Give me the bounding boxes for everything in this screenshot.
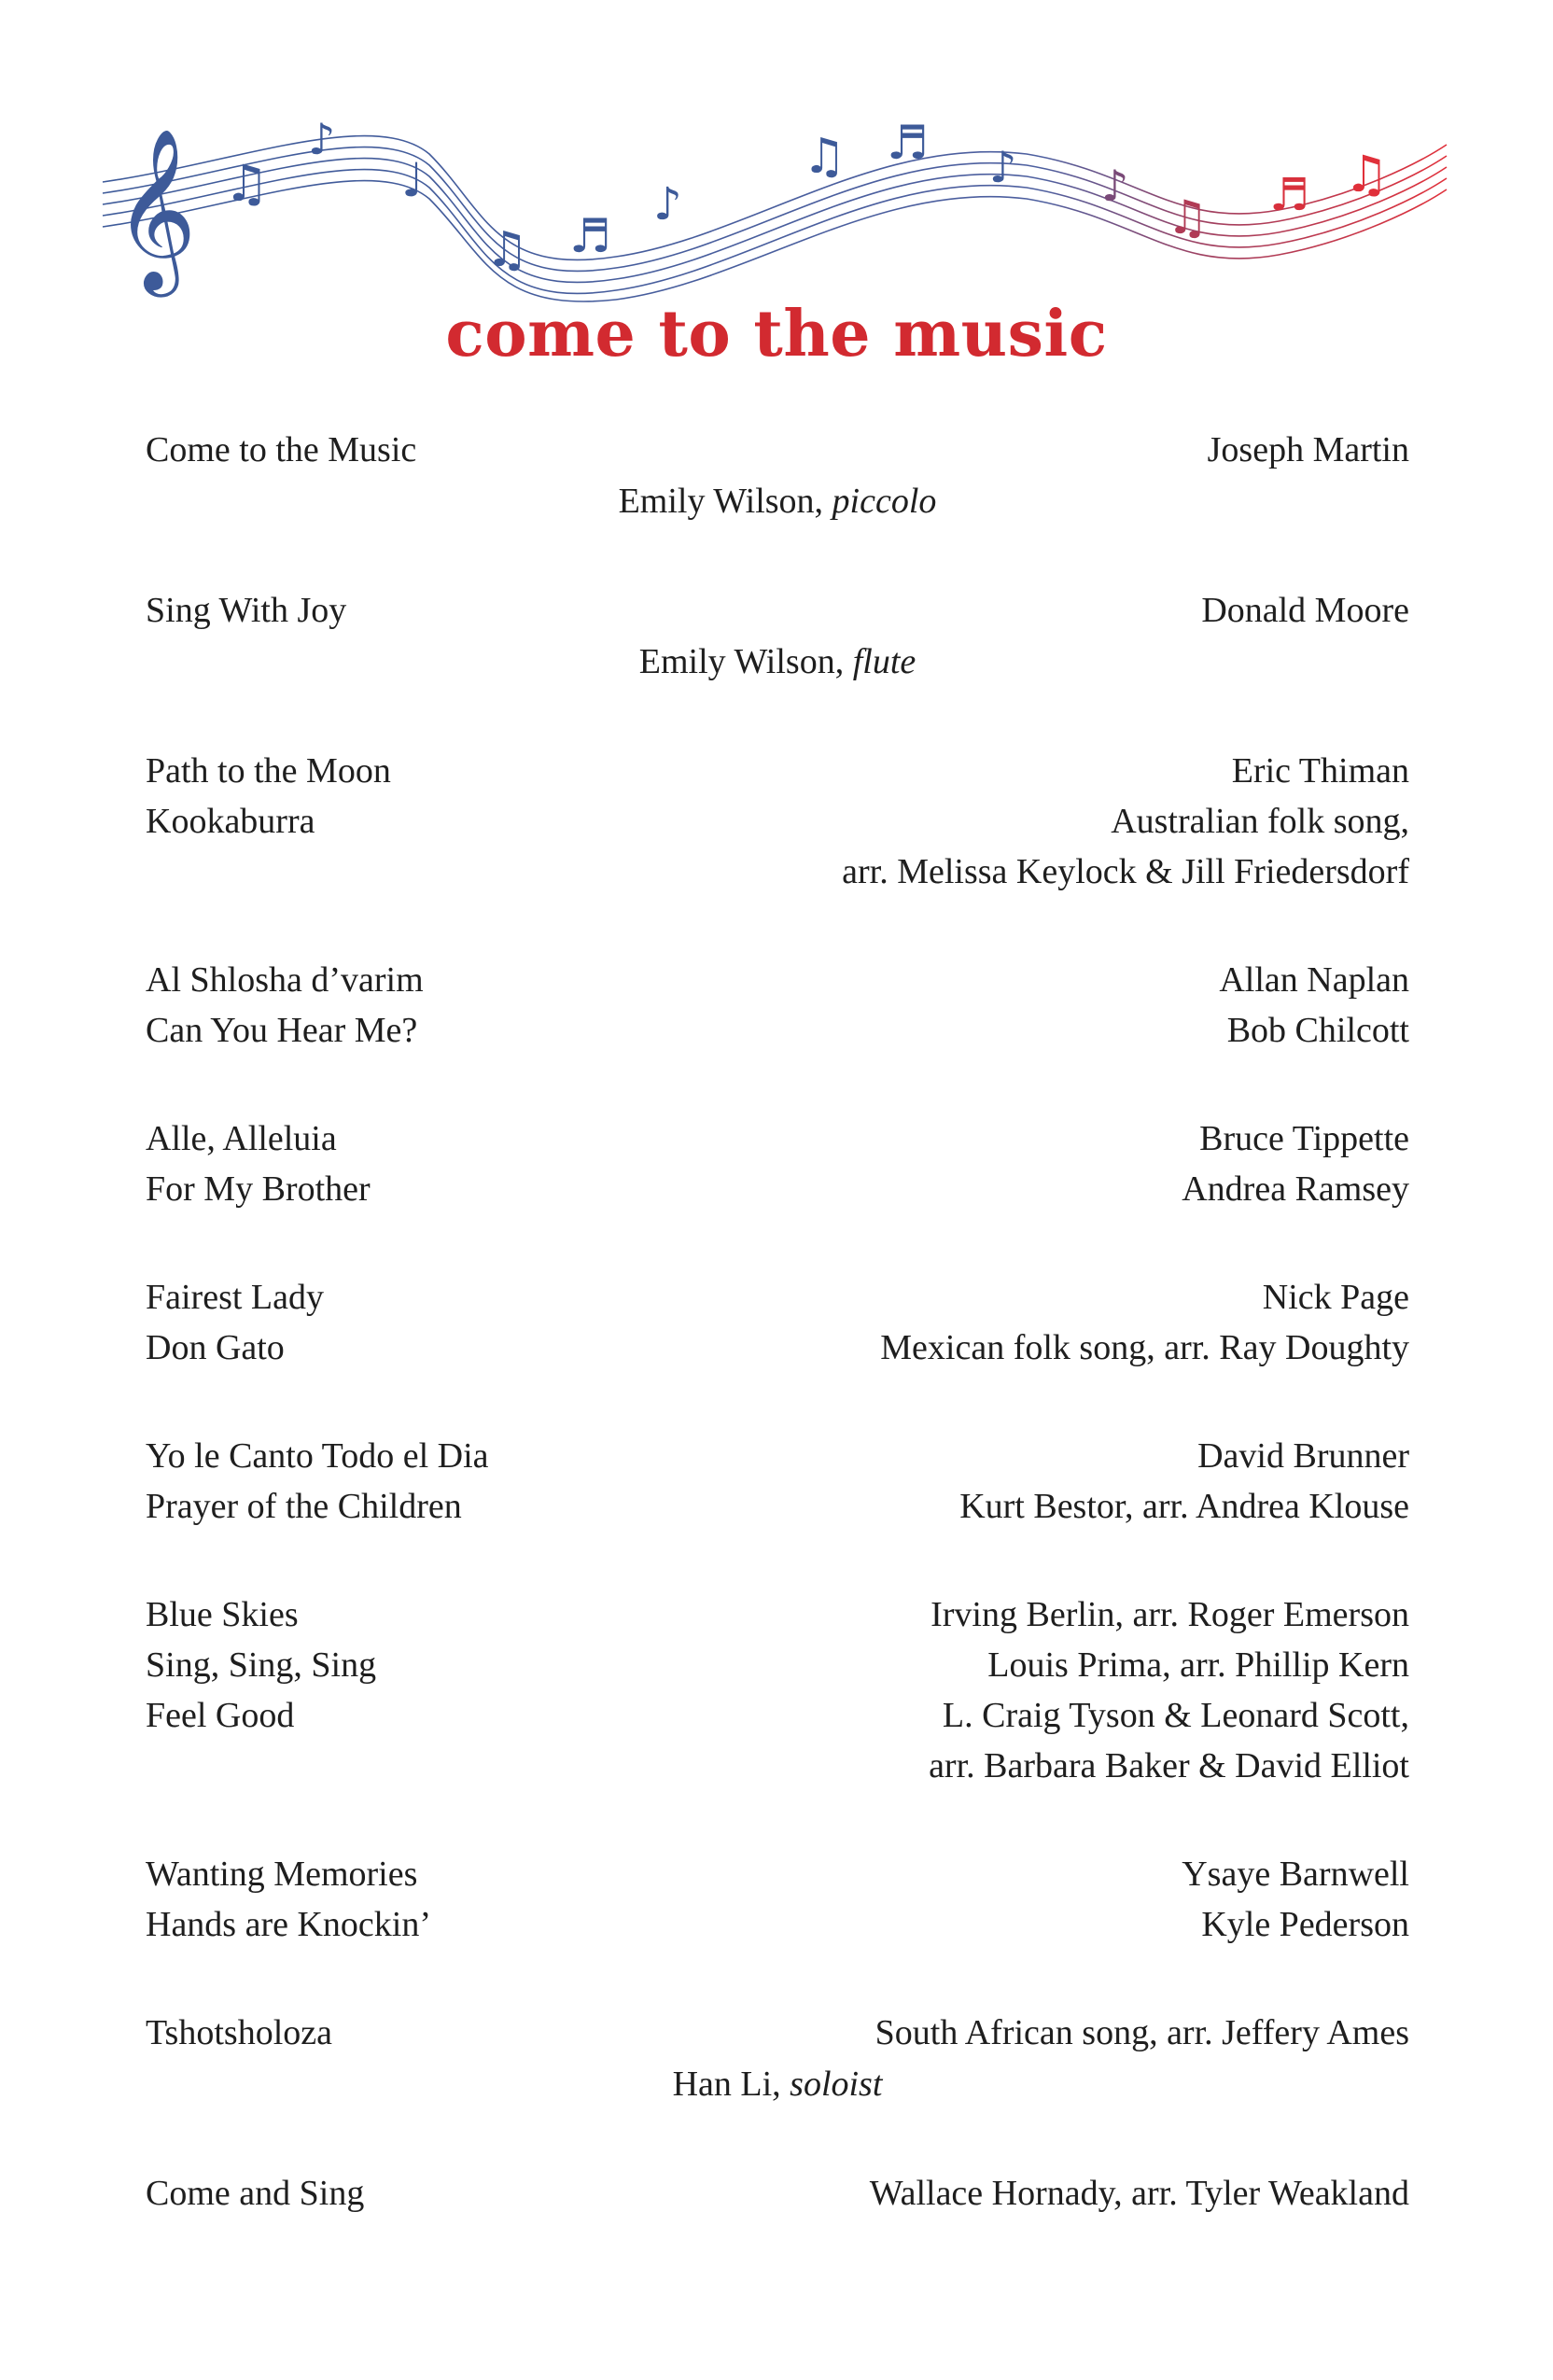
piece-title: Sing With Joy — [146, 591, 347, 630]
composer: Allan Naplan — [1219, 960, 1409, 1000]
composer: David Brunner — [1197, 1436, 1409, 1476]
svg-text:♫: ♫ — [803, 129, 846, 185]
piece-title: Can You Hear Me? — [146, 1011, 418, 1050]
program-row — [146, 847, 1409, 897]
svg-text:♫: ♫ — [485, 222, 529, 278]
piece-title: For My Brother — [146, 1169, 371, 1209]
piece-title: Alle, Alleluia — [146, 1119, 337, 1158]
performer — [146, 475, 1409, 527]
composer: L. Craig Tyson & Leonard Scott, — [942, 1696, 1409, 1735]
program-row — [146, 955, 1409, 1005]
composer: arr. Barbara Baker & David Elliot — [929, 1746, 1409, 1785]
music-note-icon — [1101, 145, 1389, 245]
performer-name: Emily Wilson, — [618, 482, 832, 521]
program-row — [146, 2168, 1409, 2219]
performer — [146, 2058, 1409, 2110]
composer: South African song, arr. Jeffery Ames — [874, 2013, 1409, 2052]
program-group — [146, 1431, 1409, 1532]
program-group — [146, 1849, 1409, 1950]
composer: arr. Melissa Keylock & Jill Friedersdorf — [842, 852, 1409, 891]
treble-clef-icon: 𝄞 — [114, 128, 197, 290]
program-row — [146, 1005, 1409, 1056]
program-row — [146, 796, 1409, 847]
composer: Andrea Ramsey — [1182, 1169, 1409, 1209]
svg-text:♪: ♪ — [989, 142, 1017, 192]
svg-text:♪: ♪ — [308, 114, 336, 164]
program-group — [146, 746, 1409, 897]
performer-name: Emily Wilson, — [638, 642, 853, 681]
piece-title: Wanting Memories — [146, 1855, 418, 1894]
svg-text:♪: ♪ — [653, 178, 682, 231]
program-group — [146, 425, 1409, 527]
music-note-icon — [224, 114, 1016, 278]
piece-title: Come and Sing — [146, 2174, 365, 2213]
program-row — [146, 1323, 1409, 1373]
composer: Kurt Bestor, arr. Andrea Klouse — [959, 1487, 1409, 1526]
composer: Louis Prima, arr. Phillip Kern — [987, 1645, 1409, 1685]
program-row — [146, 2008, 1409, 2058]
svg-text:♩: ♩ — [401, 153, 424, 207]
svg-text:♫: ♫ — [1344, 145, 1390, 203]
program-row — [146, 1849, 1409, 1899]
program-row — [146, 425, 1409, 475]
program-row — [146, 1899, 1409, 1950]
program-row — [146, 1431, 1409, 1481]
composer: Mexican folk song, arr. Ray Doughty — [880, 1328, 1409, 1367]
piece-title: Tshotsholoza — [146, 2013, 332, 2052]
program-row — [146, 1640, 1409, 1690]
piece-title: Fairest Lady — [146, 1278, 325, 1317]
performer-role: piccolo — [832, 482, 937, 521]
program-group — [146, 1589, 1409, 1791]
composer: Kyle Pederson — [1201, 1905, 1409, 1944]
program-group — [146, 2008, 1409, 2110]
piece-title: Sing, Sing, Sing — [146, 1645, 377, 1685]
piece-title: Feel Good — [146, 1696, 295, 1735]
composer: Wallace Hornady, arr. Tyler Weakland — [869, 2174, 1409, 2213]
program-row — [146, 1690, 1409, 1741]
composer: Irving Berlin, arr. Roger Emerson — [930, 1595, 1409, 1634]
performer — [146, 636, 1409, 688]
program-row — [146, 1113, 1409, 1164]
svg-text:♫: ♫ — [224, 154, 270, 213]
program-group — [146, 2168, 1409, 2219]
composer: Bruce Tippette — [1199, 1119, 1409, 1158]
piece-title: Path to the Moon — [146, 751, 391, 791]
piece-title: Come to the Music — [146, 430, 417, 469]
page-title: come to the music — [445, 297, 1108, 371]
svg-text:♬: ♬ — [1269, 169, 1310, 221]
piece-title: Yo le Canto Todo el Dia — [146, 1436, 489, 1476]
performer-name: Han Li, — [672, 2065, 790, 2104]
program-group — [146, 1272, 1409, 1373]
piece-title: Blue Skies — [146, 1595, 299, 1634]
piece-title: Kookaburra — [146, 802, 315, 841]
program-group — [146, 1113, 1409, 1214]
svg-text:♪: ♪ — [1101, 161, 1129, 211]
program-group — [146, 585, 1409, 688]
svg-text:♬: ♬ — [569, 209, 611, 263]
composer: Donald Moore — [1201, 591, 1409, 630]
performer-role: flute — [852, 642, 916, 681]
program-row — [146, 1589, 1409, 1640]
program-row — [146, 1272, 1409, 1323]
program-row — [146, 1481, 1409, 1532]
program-row — [146, 1164, 1409, 1214]
composer: Eric Thiman — [1231, 751, 1409, 791]
composer: Nick Page — [1262, 1278, 1409, 1317]
composer: Australian folk song, — [1111, 802, 1409, 841]
composer: Joseph Martin — [1207, 430, 1409, 469]
piece-title: Prayer of the Children — [146, 1487, 462, 1526]
svg-text:♫: ♫ — [1167, 190, 1209, 245]
composer: Bob Chilcott — [1226, 1011, 1409, 1050]
program-row — [146, 585, 1409, 636]
performer-role: soloist — [790, 2065, 883, 2104]
program-row — [146, 1741, 1409, 1791]
program-group — [146, 955, 1409, 1056]
piece-title: Don Gato — [146, 1328, 285, 1367]
program-list — [146, 425, 1409, 2276]
music-staff-banner — [93, 89, 1456, 308]
composer: Ysaye Barnwell — [1182, 1855, 1409, 1894]
staff-lines — [103, 136, 1447, 301]
piece-title: Hands are Knockin’ — [146, 1905, 432, 1944]
svg-text:♬: ♬ — [887, 116, 929, 170]
program-row — [146, 746, 1409, 796]
piece-title: Al Shlosha d’varim — [146, 960, 424, 1000]
